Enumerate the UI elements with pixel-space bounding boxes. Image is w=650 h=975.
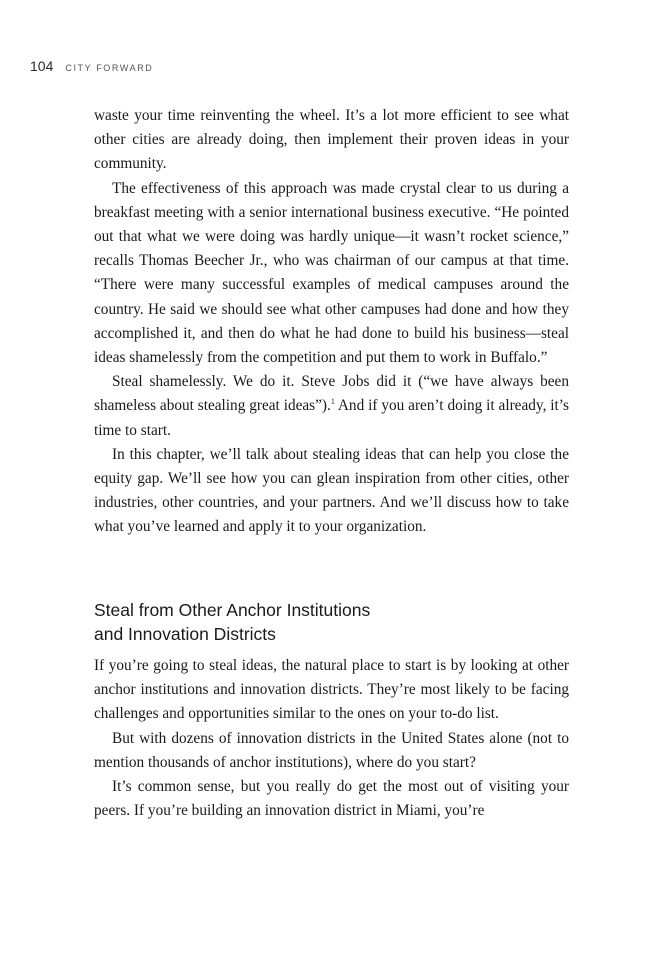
running-head bbox=[30, 58, 153, 74]
section-heading-line: Steal from Other Anchor Institutions bbox=[94, 600, 371, 620]
paragraph: It’s common sense, but you really do get the most out of visiting your peers. If you’re building an innovation district in Miami, you’re bbox=[94, 778, 569, 820]
book-title: CITY FORWARD bbox=[65, 63, 154, 73]
body-text-bottom bbox=[94, 654, 569, 823]
section-heading bbox=[94, 598, 569, 646]
paragraph: If you’re going to steal ideas, the natural place to start is by looking at other anchor institutions and innovation districts. They’re most likely to be facing challenges and opportunities similar to the ones on your to-do list. bbox=[94, 657, 569, 723]
footnote-reference: 1 bbox=[330, 397, 335, 407]
page-number: 104 bbox=[30, 58, 54, 74]
paragraph: The effectiveness of this approach was made crystal clear to us during a breakfast meeting with a senior international business executive. “He pointed out that what we were doing was hardly unique—it wasn’t rocket science,” recalls Thomas Beecher Jr., who was chairman of our campus at that time. “There were many successful examples of medical campuses around the country. He said we should see what other campuses had done and how they accomplished it, and then do what he had done to build his business—steal ideas shamelessly from the competition and put them to work in Buffalo.” bbox=[94, 179, 569, 367]
paragraph-text: And if you aren’t doing it already, it’s time to start. bbox=[94, 397, 569, 439]
paragraph: In this chapter, we’ll talk about stealing ideas that can help you close the equity gap. We’ll see how you can glean inspiration from other cities, other industries, other countries, and your partners. And we’ll discuss how to take what you’ve learned and apply it to your organization. bbox=[94, 445, 569, 536]
paragraph: waste your time reinventing the wheel. It’s a lot more efficient to see what other cities are already doing, then implement their proven ideas in your community. bbox=[94, 107, 569, 173]
body-text-top bbox=[94, 104, 569, 540]
section-heading-line: and Innovation Districts bbox=[94, 624, 276, 644]
paragraph: But with dozens of innovation districts in the United States alone (not to mention thousands of anchor institutions), where do you start? bbox=[94, 729, 569, 771]
paragraph-steal-shamelessly bbox=[94, 370, 569, 443]
paragraph-text: Steal shamelessly. We do it. Steve Jobs did it (“we have always been shameless about stealing great ideas”). bbox=[94, 373, 569, 415]
